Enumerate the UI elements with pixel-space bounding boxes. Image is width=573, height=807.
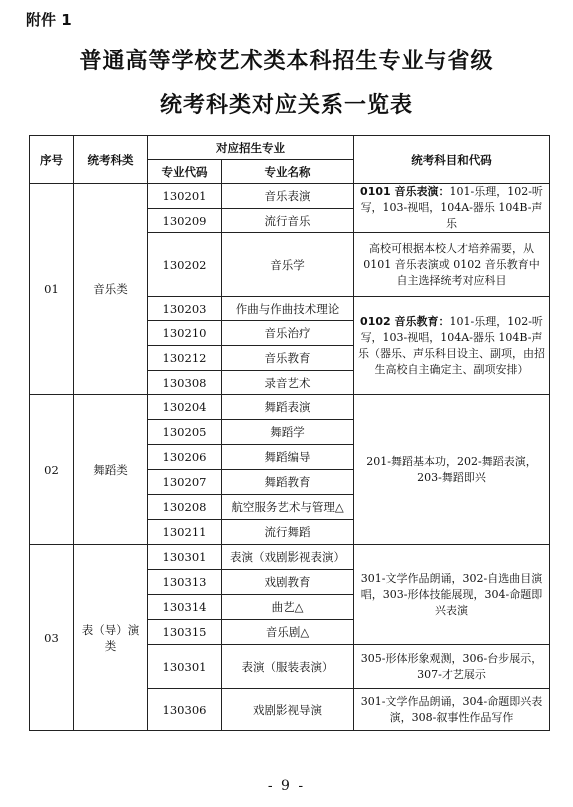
major-code: 130208 [148,495,222,520]
subjects-cell [354,545,550,645]
mapping-table [29,135,550,731]
major-name: 表演（戏剧影视表演） [222,545,354,570]
major-code: 130301 [148,645,222,689]
major-name: 表演（服装表演） [222,645,354,689]
header-seq: 序号 [30,136,74,184]
major-name: 曲艺△ [222,595,354,620]
subjects-lead: 0101 音乐表演： [360,185,450,198]
major-code: 130205 [148,420,222,445]
subjects-cell [354,297,550,395]
group-category: 舞蹈类 [74,395,148,545]
subjects-text: 301-文学作品朗诵，302-自选曲目演唱，303-形体技能展现，304-命题即兴表演 [360,571,543,617]
major-code: 130315 [148,620,222,645]
major-code: 130301 [148,545,222,570]
major-name: 戏剧影视导演 [222,689,354,731]
subjects-text: 101-乐理，102-听写，103-视唱，104A-器乐 104B-声乐（器乐、声乐科目设主、副项，由招生高校自主确定主、副项安排） [358,314,545,376]
major-name: 音乐教育 [222,346,354,371]
page-number: - 9 - [267,778,306,794]
major-name: 录音艺术 [222,371,354,395]
header-category: 统考科类 [74,136,148,184]
major-code: 130212 [148,346,222,371]
header-group: 对应招生专业 [148,136,354,160]
subjects-cell [354,184,550,233]
major-code: 130211 [148,520,222,545]
page-title-line2: 统考科类对应关系一览表 [159,93,413,118]
major-code: 130202 [148,233,222,297]
subjects-text: 101-乐理，102-听写，103-视唱，104A-器乐 104B-声乐 [360,185,543,230]
subjects-cell [354,233,550,297]
major-name: 音乐表演 [222,184,354,209]
major-name: 作曲与作曲技术理论 [222,297,354,321]
major-code: 130308 [148,371,222,395]
major-code: 130201 [148,184,222,209]
header-code: 专业代码 [148,160,222,184]
group-seq: 03 [30,545,74,731]
major-name: 舞蹈学 [222,420,354,445]
major-code: 130203 [148,297,222,321]
group-seq: 01 [30,184,74,395]
major-name: 流行音乐 [222,209,354,233]
major-code: 130314 [148,595,222,620]
major-name: 音乐治疗 [222,321,354,346]
subjects-cell [354,689,550,731]
subjects-text: 305-形体形象观测，306-台步展示，307-才艺展示 [360,651,543,681]
major-code: 130206 [148,445,222,470]
major-name: 音乐学 [222,233,354,297]
major-code: 130204 [148,395,222,420]
major-name: 舞蹈编导 [222,445,354,470]
group-category: 音乐类 [74,184,148,395]
subjects-lead: 0102 音乐教育： [360,314,450,328]
header-subjects: 统考科目和代码 [354,136,550,184]
major-code: 130207 [148,470,222,495]
subjects-cell [354,395,550,545]
major-name: 舞蹈教育 [222,470,354,495]
subjects-cell [354,645,550,689]
major-code: 130306 [148,689,222,731]
subjects-text: 301-文学作品朗诵，304-命题即兴表演，308-叙事性作品写作 [360,694,543,724]
major-code: 130210 [148,321,222,346]
major-code: 130209 [148,209,222,233]
major-code: 130313 [148,570,222,595]
header-name: 专业名称 [222,160,354,184]
attachment-label: 附件 1 [26,11,72,29]
major-name: 音乐剧△ [222,620,354,645]
subjects-text: 201-舞蹈基本功，202-舞蹈表演，203-舞蹈即兴 [366,454,537,484]
group-seq: 02 [30,395,74,545]
major-name: 航空服务艺术与管理△ [222,495,354,520]
group-category: 表（导）演类 [74,545,148,731]
major-name: 戏剧教育 [222,570,354,595]
major-name: 舞蹈表演 [222,395,354,420]
subjects-text: 高校可根据本校人才培养需要，从 0101 音乐表演或 0102 音乐教育中自主选择统考对应科目 [363,241,540,287]
major-name: 流行舞蹈 [222,520,354,545]
page-title-line1: 普通高等学校艺术类本科招生专业与省级 [79,49,494,74]
